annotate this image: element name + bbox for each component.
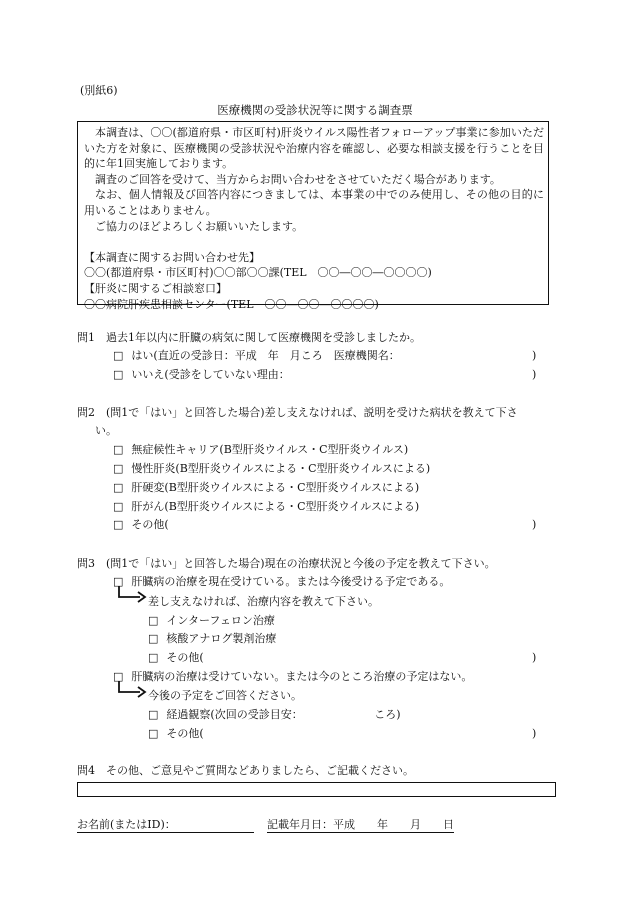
- question-1: 問1 過去1年以内に肝臓の病気に関して医療機関を受診しましたか。: [77, 331, 421, 344]
- close-paren: ): [532, 518, 537, 531]
- q3-sub-option[interactable]: □ 経過観察(次回の受診目安： ころ): [148, 708, 401, 721]
- name-label: お名前(またはID)：: [77, 818, 254, 833]
- arrow-right-icon: [116, 585, 148, 605]
- page-title: 医療機関の受診状況等に関する調査票: [217, 103, 413, 117]
- attachment-label: (別紙6): [80, 84, 118, 97]
- checkbox[interactable]: □: [113, 518, 124, 531]
- q3-sub-option[interactable]: □ インターフェロン治療: [148, 614, 275, 627]
- q3-sub-option-other[interactable]: □ その他(: [148, 651, 204, 664]
- intro-paragraph: なお、個人情報及び回答内容につきましては、本事業の中でのみ使用し、その他の目的に用いることはありません。: [84, 188, 544, 217]
- close-paren: ): [532, 368, 537, 381]
- name-field[interactable]: [77, 818, 254, 833]
- contact-info: 〇〇(都道府県・市区町村)〇〇部〇〇課(TEL 〇〇―〇〇―〇〇〇〇): [84, 266, 432, 280]
- checkbox[interactable]: □: [113, 462, 124, 475]
- checkbox[interactable]: □: [113, 443, 124, 456]
- checkbox[interactable]: □: [148, 727, 159, 740]
- checkbox[interactable]: □: [113, 349, 124, 362]
- intro-paragraph: ご協力のほどよろしくお願いいたします。: [95, 219, 304, 233]
- q2-option-other[interactable]: □ その他(: [113, 518, 169, 531]
- intro-paragraph: 調査のご回答を受けて、当方からお問い合わせをさせていただく場合があります。: [95, 172, 501, 186]
- q1-option-no[interactable]: □ いいえ(受診をしていない理由：: [113, 368, 290, 381]
- intro-box: [77, 121, 549, 311]
- q3-follow-b: 今後の予定をご回答ください。: [148, 689, 302, 702]
- close-paren: ): [532, 727, 537, 740]
- q2-option[interactable]: □ 無症候性キャリア(B型肝炎ウイルス・C型肝炎ウイルス): [113, 443, 409, 456]
- q3-sub-option-other[interactable]: □ その他(: [148, 727, 204, 740]
- question-2: 問2 (問1で「はい」と回答した場合)差し支えなければ、説明を受けた病状を教えて下さ: [77, 406, 518, 419]
- arrow-right-icon: [116, 680, 148, 700]
- checkbox[interactable]: □: [148, 632, 159, 645]
- close-paren: ): [532, 651, 537, 664]
- checkbox[interactable]: □: [113, 575, 124, 588]
- checkbox[interactable]: □: [148, 614, 159, 627]
- q2-option[interactable]: □ 慢性肝炎(B型肝炎ウイルスによる・C型肝炎ウイルスによる): [113, 462, 431, 475]
- question-2-cont: い。: [95, 424, 117, 437]
- checkbox[interactable]: □: [148, 651, 159, 664]
- q3-option-untreated[interactable]: □ 肝臓病の治療は受けていない。または今のところ治療の予定はない。: [113, 670, 473, 683]
- q3-option-treated[interactable]: □ 肝臓病の治療を現在受けている。または今後受ける予定である。: [113, 575, 451, 588]
- checkbox[interactable]: □: [113, 481, 124, 494]
- consult-info: 〇〇病院肝疾患相談センター(TEL 〇〇―〇〇―〇〇〇〇): [84, 297, 379, 311]
- checkbox[interactable]: □: [113, 368, 124, 381]
- q2-option[interactable]: □ 肝硬変(B型肝炎ウイルスによる・C型肝炎ウイルスによる): [113, 481, 420, 494]
- date-label: 記載年月日：平成 年 月 日: [267, 818, 454, 833]
- q1-option-yes[interactable]: □ はい(直近の受診日：平成 年 月ころ 医療機関名：: [113, 349, 400, 362]
- contact-heading: 【本調査に関するお問い合わせ先】: [84, 250, 260, 264]
- question-4: 問4 その他、ご意見やご質問などありましたら、ご記載ください。: [77, 764, 414, 777]
- question-3: 問3 (問1で「はい」と回答した場合)現在の治療状況と今後の予定を教えて下さい。: [77, 557, 496, 570]
- checkbox[interactable]: □: [113, 500, 124, 513]
- q3-follow-a: 差し支えなければ、治療内容を教えて下さい。: [148, 595, 379, 608]
- q3-sub-option[interactable]: □ 核酸アナログ製剤治療: [148, 632, 277, 645]
- comment-input[interactable]: [77, 782, 556, 797]
- consult-heading: 【肝炎に関するご相談窓口】: [84, 281, 227, 295]
- checkbox[interactable]: □: [148, 708, 159, 721]
- date-field[interactable]: [267, 818, 454, 833]
- q2-option[interactable]: □ 肝がん(B型肝炎ウイルスによる・C型肝炎ウイルスによる): [113, 500, 420, 513]
- intro-paragraph: 本調査は、〇〇(都道府県・市区町村)肝炎ウイルス陽性者フォローアップ事業に参加いただいた方を対象に、医療機関の受診状況や治療内容を確認し、必要な相談支援を行うことを目的に年1回実施しております。: [84, 126, 544, 171]
- checkbox[interactable]: □: [113, 670, 124, 683]
- close-paren: ): [532, 349, 537, 362]
